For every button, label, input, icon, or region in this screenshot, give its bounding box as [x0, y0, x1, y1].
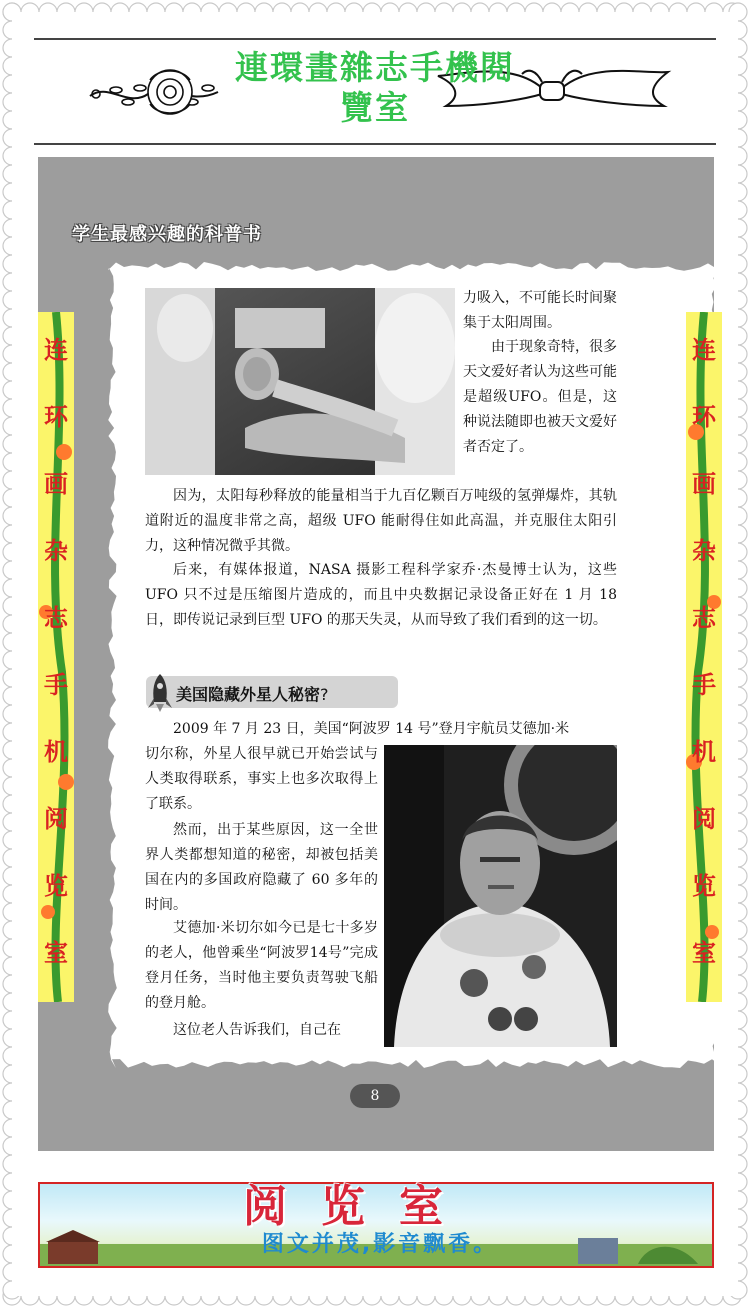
alien-autopsy-photo [145, 288, 455, 475]
side-banner-char: 志 [692, 603, 716, 632]
side-banner-char: 室 [44, 938, 68, 967]
side-banner-char: 连 [692, 335, 716, 364]
side-banner-right [686, 312, 722, 1002]
side-banner-char: 阅 [692, 804, 716, 833]
side-banner-char: 手 [692, 670, 716, 699]
header-title-line1: 連環畫雜志手機閱 [235, 48, 515, 87]
side-banner-char: 览 [44, 871, 68, 900]
section-paragraph-2: 然而，出于某些原因，这一全世界人类都想知道的秘密，却被包括美国在内的多国政府隐藏了 60 多年的时间。 [145, 822, 378, 913]
section-title-question: ? [320, 685, 329, 704]
header-bottom-rule [34, 143, 716, 145]
side-banner-char: 览 [692, 871, 716, 900]
header-top-rule [34, 38, 716, 40]
right-col-paragraph-2: 由于现象奇特，很多天文爱好者认为这些可能是超级UFO。但是，这种说法随即也被天文爱好者否定了。 [463, 339, 617, 455]
side-banner-char: 环 [44, 402, 68, 431]
side-banner-char: 志 [44, 603, 68, 632]
banner-subtitle: 图文并茂,影音飘香。 [261, 1232, 499, 1257]
astronaut-image [384, 745, 617, 1047]
series-title: 学生最感兴趣的科普书 [72, 224, 262, 245]
side-banner-char: 画 [692, 469, 716, 498]
side-banner-char: 室 [692, 938, 716, 967]
side-banner-char: 杂 [44, 536, 68, 565]
side-banner-char: 阅 [44, 804, 68, 833]
paragraph-nasa: 后来，有媒体报道，NASA 摄影工程科学家乔·杰曼博士认为，这些 UFO 只不过是压缩图片造成的，而且中央数据记录设备正好在 1 月 18 日，即传说记录到巨型 UFO 的那天失灵，从而导致了我们看到的这一切。 [145, 562, 617, 628]
side-banner-char: 手 [44, 670, 68, 699]
section-paragraph-1-rest: 切尔称，外星人很早就已开始尝试与人类取得联系，事实上也多次取得上了联系。 [145, 746, 378, 812]
astronaut-photo [384, 745, 617, 1047]
section-title [176, 682, 329, 705]
section-title-text: 美国隐藏外星人秘密 [176, 685, 321, 704]
paragraph-energy: 因为，太阳每秒释放的能量相当于九百亿颗百万吨级的氢弹爆炸，其轨道附近的温度非常之高，超级 UFO 能耐得住如此高温，并克服住太阳引力，这种情况微乎其微。 [145, 488, 617, 554]
header-title-line2: 覽室 [340, 88, 410, 127]
page-number: 8 [350, 1084, 400, 1108]
side-banner-char: 连 [44, 335, 68, 364]
side-banner-left [38, 312, 74, 1002]
right-col-paragraph-1: 力吸入，不可能长时间聚集于太阳周围。 [463, 290, 617, 331]
side-banner-char: 机 [692, 737, 716, 766]
side-banner-char: 画 [44, 469, 68, 498]
side-banner-char: 杂 [692, 536, 716, 565]
side-banner-char: 机 [44, 737, 68, 766]
header-title [200, 48, 550, 128]
rocket-icon [146, 672, 174, 712]
section-paragraph-4: 这位老人告诉我们，自己在 [173, 1022, 341, 1038]
section-paragraph-1-line: 2009 年 7 月 23 日，美国“阿波罗 14 号”登月宇航员艾德加·米 [173, 721, 570, 737]
banner-title: 阅览室 [243, 1181, 477, 1232]
alien-autopsy-image [145, 288, 455, 475]
section-paragraph-3: 艾德加·米切尔如今已是七十多岁的老人，他曾乘坐“阿波罗14号”完成登月任务，当时他主要负责驾驶飞船的登月舱。 [145, 920, 378, 1011]
side-banner-char: 环 [692, 402, 716, 431]
